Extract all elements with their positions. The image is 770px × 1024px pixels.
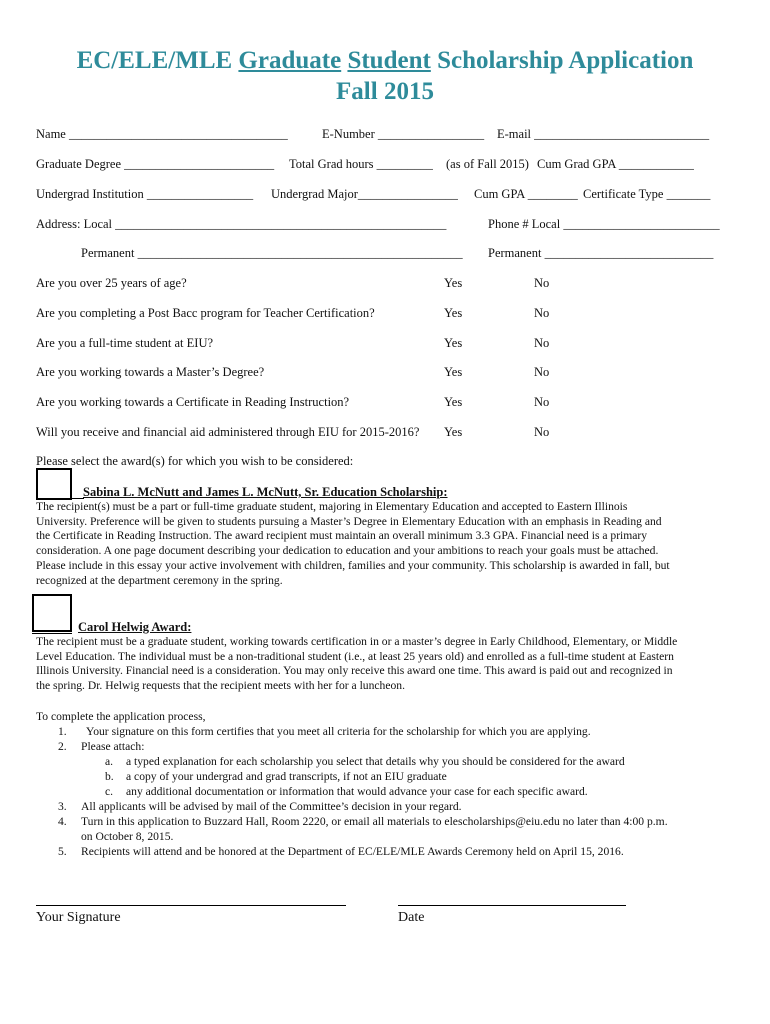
mcnutt-award-line: University. Preference will be given to students pursuing a Master’s Degree in Elementary Education with an emphasis in Reading and	[36, 514, 662, 528]
instruction-text: Turn in this application to Buzzard Hall, Room 2220, or email all materials to elescholarships@eiu.edu no later than 4:00 p.m.	[81, 815, 668, 828]
question-full-time-no[interactable]: No	[534, 336, 550, 350]
question-full-time: Are you a full-time student at EIU?	[36, 336, 214, 350]
email-field[interactable]: E-mail ____________________________	[497, 127, 710, 141]
cum-gpa-field[interactable]: Cum GPA ________	[474, 187, 578, 201]
certificate-type-field[interactable]: Certificate Type _______	[583, 187, 711, 201]
signature-label: Your Signature	[36, 910, 121, 925]
question-age: Are you over 25 years of age?	[36, 276, 187, 290]
mcnutt-award-line: Please include in this essay your active involvement with children, families and your community. This scholarship is awarded in fall, but	[36, 558, 670, 572]
question-financial-aid-yes[interactable]: Yes	[444, 425, 463, 439]
date-label: Date	[398, 910, 425, 925]
helwig-award-description	[36, 635, 736, 694]
instruction-sub-text: any additional documentation or information that would advance your case for each specific award.	[126, 785, 588, 798]
helwig-award-underline	[32, 633, 72, 634]
mcnutt-award-line: the Certificate in Reading Instruction. The award recipient must maintain an overall minimum 3.3 GPA. Financial need is a primary	[36, 529, 648, 543]
instructions-intro: To complete the application process,	[36, 710, 206, 723]
question-post-bacc-yes[interactable]: Yes	[444, 306, 463, 320]
page-title	[0, 47, 770, 75]
instruction-sub-text: a typed explanation for each scholarship you select that details why you should be considered for the award	[126, 755, 625, 768]
title-student: Student	[347, 47, 431, 74]
page-subtitle: Fall 2015	[336, 78, 434, 105]
helwig-award-line: Illinois University. Financial need is a consideration. You may only receive this award one time. This award is paid out and recognized in	[36, 664, 673, 678]
instruction-text: All applicants will be advised by mail of the Committee’s decision in your regard.	[81, 800, 462, 813]
instruction-number: 5.	[58, 845, 67, 858]
undergrad-institution-field[interactable]: Undergrad Institution _________________	[36, 187, 254, 201]
date-line[interactable]	[398, 905, 626, 906]
instruction-number: 2.	[58, 740, 67, 753]
mcnutt-award-title: Sabina L. McNutt and James L. McNutt, Sr. Education Scholarship:	[83, 485, 448, 499]
question-full-time-yes[interactable]: Yes	[444, 336, 463, 350]
question-reading-certificate-no[interactable]: No	[534, 395, 550, 409]
mcnutt-award-line: consideration. A one page document describing your dedication to education and your ambitions to reach your goals must be attached.	[36, 544, 659, 558]
mcnutt-award-description	[36, 500, 736, 588]
helwig-award-line: Level Education. The individual must be a non-traditional student (i.e., at least 25 years old) and enrolled as a full-time student at Eastern	[36, 649, 674, 663]
instruction-sub-letter: a.	[105, 755, 114, 768]
question-post-bacc: Are you completing a Post Bacc program for Teacher Certification?	[36, 306, 375, 320]
phone-permanent-field[interactable]: Permanent ___________________________	[488, 246, 714, 260]
instruction-text: Recipients will attend and be honored at the Department of EC/ELE/MLE Awards Ceremony held on April 15, 2016.	[81, 845, 624, 858]
cum-grad-gpa-field[interactable]: Cum Grad GPA ____________	[537, 157, 694, 171]
total-grad-hours-field[interactable]: Total Grad hours _________	[289, 157, 433, 171]
instruction-number: 1.	[58, 725, 67, 738]
helwig-award-line: the spring. Dr. Helwig requests that the recipient meets with her for a luncheon.	[36, 679, 405, 693]
instruction-text-continued: on October 8, 2015.	[81, 830, 174, 843]
mcnutt-award-underline	[36, 498, 84, 499]
instruction-text: Please attach:	[81, 740, 145, 753]
question-masters-yes[interactable]: Yes	[444, 365, 463, 379]
helwig-award-checkbox[interactable]	[32, 594, 72, 632]
instruction-text: Your signature on this form certifies that you meet all criteria for the scholarship for which you are applying.	[86, 725, 591, 738]
question-age-no[interactable]: No	[534, 276, 550, 290]
mcnutt-award-line: The recipient(s) must be a part or full-time graduate student, majoring in Elementary Education and accepted to Eastern Illinois	[36, 500, 628, 513]
instruction-number: 4.	[58, 815, 67, 828]
instruction-sub-text: a copy of your undergrad and grad transcripts, if not an EIU graduate	[126, 770, 447, 783]
instruction-sub-letter: c.	[105, 785, 114, 798]
as-of-note: (as of Fall 2015)	[446, 157, 529, 171]
instruction-sub-letter: b.	[105, 770, 114, 783]
phone-local-field[interactable]: Phone # Local _________________________	[488, 217, 720, 231]
graduate-degree-field[interactable]: Graduate Degree ________________________	[36, 157, 275, 171]
signature-line[interactable]	[36, 905, 346, 906]
helwig-award-title: Carol Helwig Award:	[78, 620, 192, 634]
title-prefix: EC/ELE/MLE	[76, 47, 239, 74]
question-post-bacc-no[interactable]: No	[534, 306, 550, 320]
question-reading-certificate-yes[interactable]: Yes	[444, 395, 463, 409]
question-age-yes[interactable]: Yes	[444, 276, 463, 290]
question-financial-aid-no[interactable]: No	[534, 425, 550, 439]
question-financial-aid: Will you receive and financial aid administered through EIU for 2015-2016?	[36, 425, 420, 439]
helwig-award-line: The recipient must be a graduate student, working towards certification in or a master’s degree in Early Childhood, Elementary, or Middle	[36, 635, 678, 648]
mcnutt-award-line: recognized at the department ceremony in the spring.	[36, 573, 283, 587]
undergrad-major-field[interactable]: Undergrad Major________________	[271, 187, 458, 201]
award-select-prompt: Please select the award(s) for which you wish to be considered:	[36, 454, 354, 468]
question-masters: Are you working towards a Master’s Degree?	[36, 365, 265, 379]
question-masters-no[interactable]: No	[534, 365, 550, 379]
address-local-field[interactable]: Address: Local _____________________________________________________	[36, 217, 447, 231]
address-permanent-field[interactable]: Permanent ____________________________________________________	[81, 246, 463, 260]
title-suffix: Scholarship Application	[430, 47, 694, 74]
title-graduate: Graduate	[238, 47, 342, 74]
name-field[interactable]: Name ___________________________________	[36, 127, 288, 141]
question-reading-certificate: Are you working towards a Certificate in Reading Instruction?	[36, 395, 350, 409]
instruction-number: 3.	[58, 800, 67, 813]
mcnutt-award-checkbox[interactable]	[36, 468, 72, 500]
enumber-field[interactable]: E-Number _________________	[322, 127, 485, 141]
